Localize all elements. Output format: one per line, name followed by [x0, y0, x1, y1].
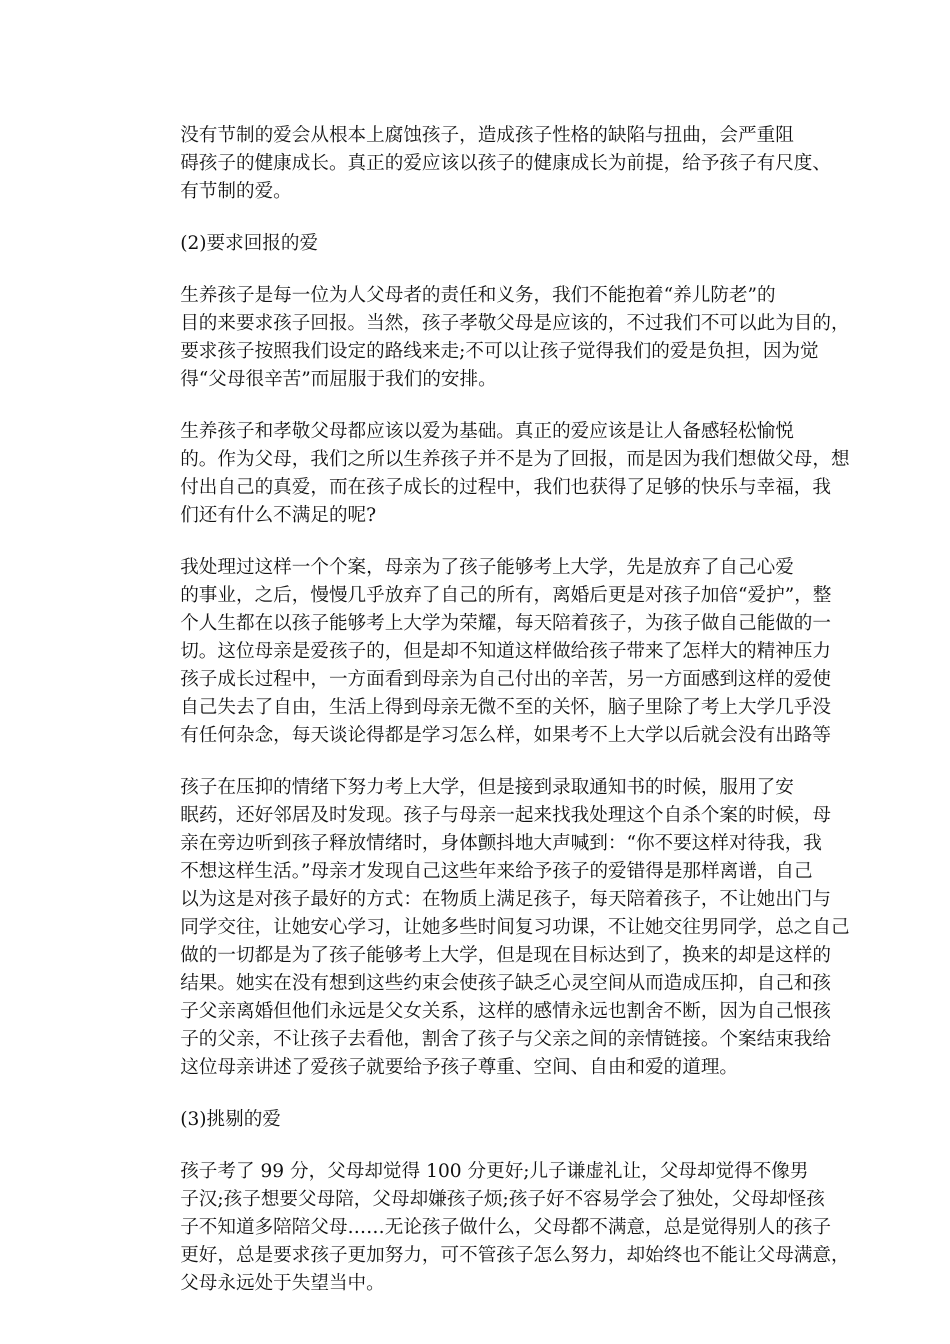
paragraph-case-outcome	[143, 774, 850, 1082]
text-line: 更好，总是要求孩子更加努力，可不管孩子怎么努力，却始终也不能让父母满意，	[180, 1245, 850, 1266]
text-line: 子汉;孩子想要父母陪，父母却嫌孩子烦;孩子好不容易学会了独处，父母却怪孩	[180, 1189, 825, 1210]
paragraph-picky-parents	[143, 1158, 850, 1298]
text-line: 孩子考了 99 分，父母却觉得 100 分更好;儿子谦虚礼让，父母却觉得不像男	[180, 1161, 809, 1182]
text-line: 同学交往，让她安心学习，让她多些时间复习功课，不让她交往男同学，总之自己	[180, 917, 850, 938]
section-heading-picky-love: (3)挑剔的爱	[180, 1109, 281, 1130]
text-line: 孩子成长过程中，一方面看到母亲为自己付出的辛苦，另一方面感到这样的爱使	[180, 669, 831, 690]
text-line: 碍孩子的健康成长。真正的爱应该以孩子的健康成长为前提，给予孩子有尺度、	[180, 153, 831, 174]
text-line: 有任何杂念，每天谈论得都是学习怎么样，如果考不上大学以后就会没有出路等	[180, 725, 831, 746]
text-line: 个人生都在以孩子能够考上大学为荣耀，每天陪着孩子，为孩子做自己能做的一	[180, 613, 831, 634]
text-line: 付出自己的真爱，而在孩子成长的过程中，我们也获得了足够的快乐与幸福，我	[180, 477, 831, 498]
text-line: 以为这是对孩子最好的方式：在物质上满足孩子，每天陪着孩子，不让她出门与	[180, 889, 831, 910]
text-line: 有节制的爱。	[180, 181, 292, 202]
text-line: 自己失去了自由，生活上得到母亲无微不至的关怀，脑子里除了考上大学几乎没	[180, 697, 831, 718]
section-heading-return-love: (2)要求回报的爱	[180, 233, 319, 254]
paragraph-love-basis	[143, 418, 850, 530]
text-line: 结果。她实在没有想到这些约束会使孩子缺乏心灵空间从而造成压抑，自己和孩	[180, 973, 831, 994]
text-line: 子不知道多陪陪父母……无论孩子做什么，父母都不满意，总是觉得别人的孩子	[180, 1217, 831, 1238]
text-line: 子父亲离婚但他们永远是父女关系，这样的感情永远也割舍不断，因为自己恨孩	[180, 1001, 831, 1022]
text-line: 的。作为父母，我们之所以生养孩子并不是为了回报，而是因为我们想做父母，想	[180, 449, 850, 470]
text-line: 这位母亲讲述了爱孩子就要给予孩子尊重、空间、自由和爱的道理。	[180, 1057, 739, 1078]
text-line: 做的一切都是为了孩子能够考上大学，但是现在目标达到了，换来的却是这样的	[180, 945, 831, 966]
text-line: 要求孩子按照我们设定的路线来走;不可以让孩子觉得我们的爱是负担，因为觉	[180, 341, 819, 362]
text-line: 切。这位母亲是爱孩子的，但是却不知道这样做给孩子带来了怎样大的精神压力	[180, 641, 831, 662]
text-line: 亲在旁边听到孩子释放情绪时，身体颤抖地大声喊到：“你不要这样对待我，我	[180, 833, 822, 854]
document-body	[143, 122, 850, 1322]
text-line: 子的父亲，不让孩子去看他，割舍了孩子与父亲之间的亲情链接。个案结束我给	[180, 1029, 831, 1050]
paragraph-raising-children	[143, 282, 850, 394]
text-line: 生养孩子是每一位为人父母者的责任和义务，我们不能抱着“养儿防老”的	[180, 285, 776, 306]
text-line: 的事业，之后，慢慢几乎放弃了自己的所有，离婚后更是对孩子加倍“爱护”，整	[180, 585, 832, 606]
text-line: 我处理过这样一个个案，母亲为了孩子能够考上大学，先是放弃了自己心爱	[180, 557, 794, 578]
paragraph-unrestrained-love	[143, 122, 831, 206]
text-line: 生养孩子和孝敬父母都应该以爱为基础。真正的爱应该是让人备感轻松愉悦	[180, 421, 794, 442]
text-line: 目的来要求孩子回报。当然，孩子孝敬父母是应该的，不过我们不可以此为目的，	[180, 313, 850, 334]
text-line: 们还有什么不满足的呢?	[180, 505, 377, 526]
text-line: 眠药，还好邻居及时发现。孩子与母亲一起来找我处理这个自杀个案的时候，母	[180, 805, 831, 826]
text-line: 不想这样生活。”母亲才发现自己这些年来给予孩子的爱错得是那样离谱，自己	[180, 861, 813, 882]
text-line: 父母永远处于失望当中。	[180, 1273, 385, 1294]
text-line: 得“父母很辛苦”而屈服于我们的安排。	[180, 369, 497, 390]
text-line: 孩子在压抑的情绪下努力考上大学，但是接到录取通知书的时候，服用了安	[180, 777, 794, 798]
paragraph-case-mother	[143, 554, 832, 750]
text-line: 没有节制的爱会从根本上腐蚀孩子，造成孩子性格的缺陷与扭曲，会严重阻	[180, 125, 794, 146]
